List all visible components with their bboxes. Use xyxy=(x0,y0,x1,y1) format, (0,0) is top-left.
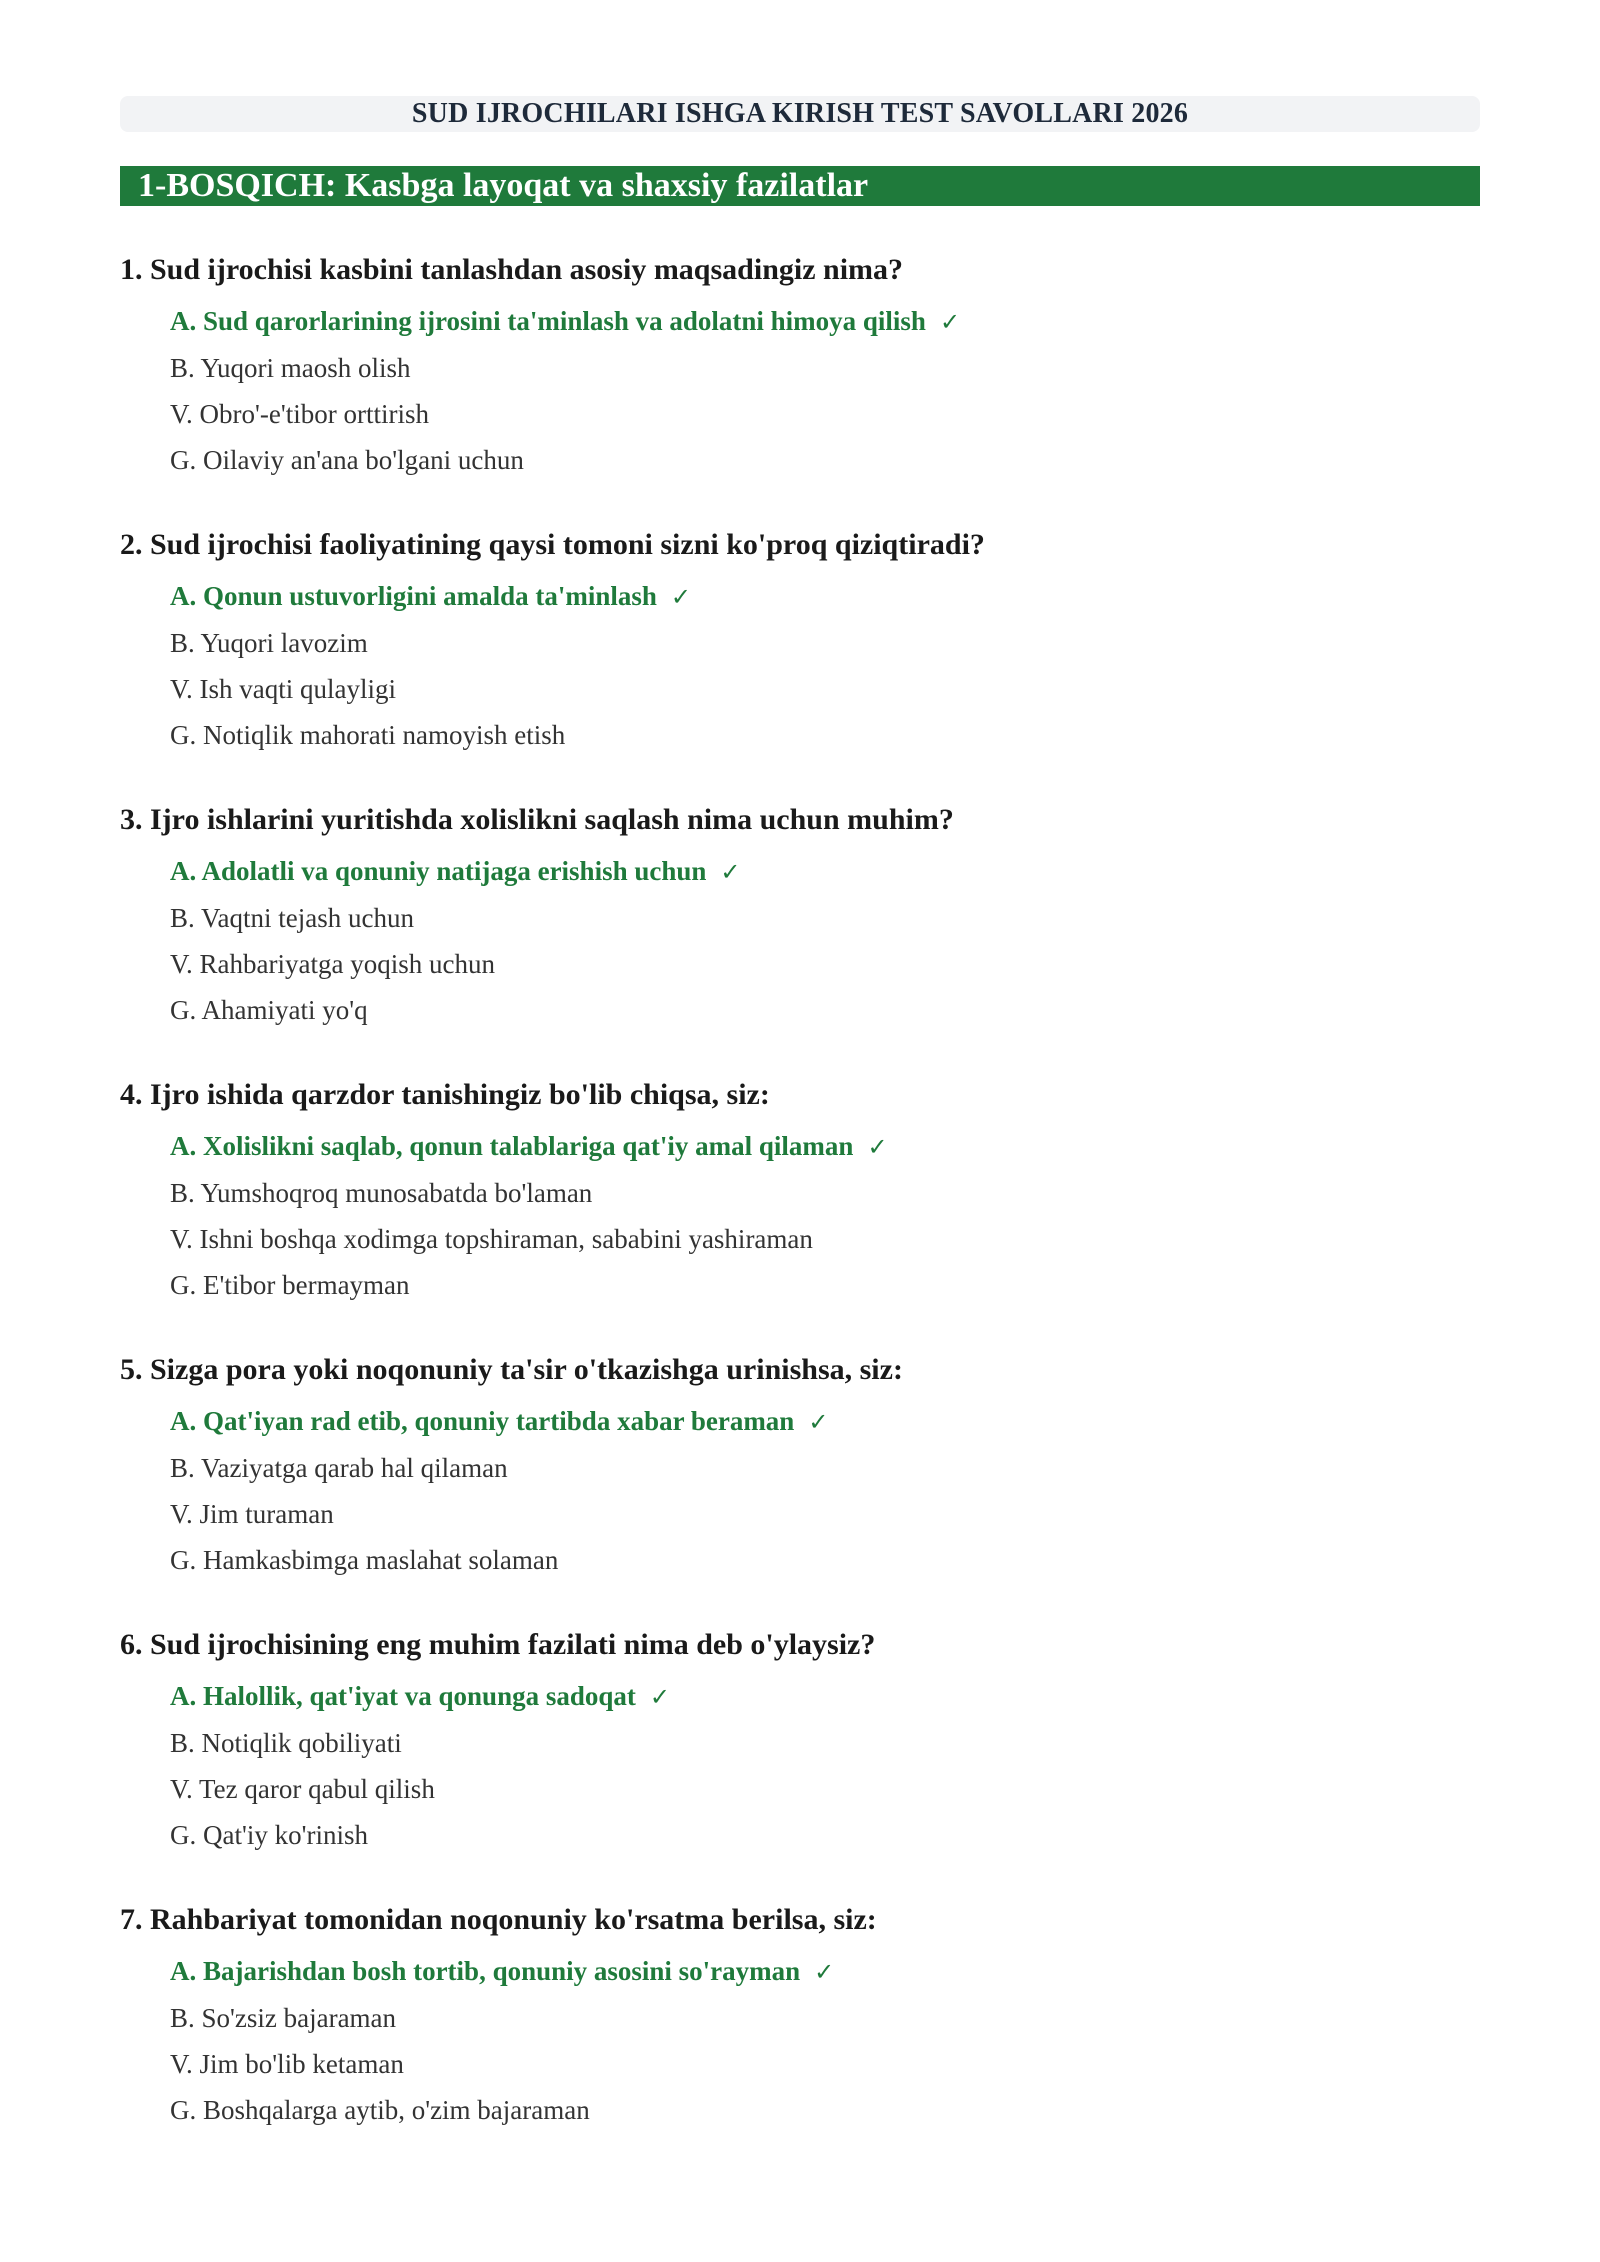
correct-answer-option xyxy=(120,848,1480,895)
correct-answer-option xyxy=(120,1948,1480,1995)
answer-option xyxy=(120,1537,1480,1583)
option-label: A. Sud qarorlarining ijrosini ta'minlash va adolatni himoya qilish xyxy=(170,306,926,336)
option-label: G. E'tibor bermayman xyxy=(170,1270,410,1300)
option-label: V. Ishni boshqa xodimga topshiraman, sababini yashiraman xyxy=(170,1224,813,1254)
answer-option xyxy=(120,391,1480,437)
question-text: 7. Rahbariyat tomonidan noqonuniy ko'rsatma berilsa, siz: xyxy=(120,1903,877,1936)
answer-option xyxy=(120,2041,1480,2087)
check-icon: ✓ xyxy=(720,858,741,886)
answer-option xyxy=(120,1170,1480,1216)
check-icon: ✓ xyxy=(939,308,961,336)
option-label: G. Boshqalarga aytib, o'zim bajaraman xyxy=(170,2095,590,2125)
correct-answer-option xyxy=(120,573,1480,620)
option-label: B. Vaziyatga qarab hal qilaman xyxy=(170,1453,508,1483)
option-label: G. Hamkasbimga maslahat solaman xyxy=(170,1545,559,1575)
question-block xyxy=(120,525,1480,758)
question-text: 2. Sud ijrochisi faoliyatining qaysi tomoni sizni ko'proq qiziqtiradi? xyxy=(120,528,985,561)
check-icon: ✓ xyxy=(649,1683,670,1711)
answer-option xyxy=(120,1995,1480,2041)
option-label: G. Oilaviy an'ana bo'lgani uchun xyxy=(170,445,524,475)
option-label: B. Yumshoqroq munosabatda bo'laman xyxy=(170,1178,593,1208)
option-label: B. So'zsiz bajaraman xyxy=(170,2003,397,2033)
correct-answer-option xyxy=(120,1398,1480,1445)
correct-answer-option xyxy=(120,1123,1480,1170)
option-label: V. Rahbariyatga yoqish uchun xyxy=(170,949,495,979)
question-text: 4. Ijro ishida qarzdor tanishingiz bo'lib chiqsa, siz: xyxy=(120,1078,770,1111)
answer-option xyxy=(120,1720,1480,1766)
answer-option xyxy=(120,1491,1480,1537)
option-label: A. Bajarishdan bosh tortib, qonuniy asosini so'rayman xyxy=(170,1956,801,1986)
answer-option xyxy=(120,345,1480,391)
question-block xyxy=(120,1900,1480,2133)
document-title: SUD IJROCHILARI ISHGA KIRISH TEST SAVOLLARI 2026 xyxy=(120,96,1480,132)
question-text: 6. Sud ijrochisining eng muhim fazilati nima deb o'ylaysiz? xyxy=(120,1628,876,1661)
question-text: 5. Sizga pora yoki noqonuniy ta'sir o'tkazishga urinishsa, siz: xyxy=(120,1353,903,1386)
question-block xyxy=(120,800,1480,1033)
answer-option xyxy=(120,1445,1480,1491)
option-label: A. Halollik, qat'iyat va qonunga sadoqat xyxy=(170,1681,636,1711)
option-label: V. Tez qaror qabul qilish xyxy=(170,1774,435,1804)
option-label: B. Yuqori maosh olish xyxy=(170,353,411,383)
answer-option xyxy=(120,987,1480,1033)
option-label: V. Obro'-e'tibor orttirish xyxy=(170,399,429,429)
option-label: B. Yuqori lavozim xyxy=(170,628,368,658)
option-label: B. Notiqlik qobiliyati xyxy=(170,1728,402,1758)
option-label: G. Qat'iy ko'rinish xyxy=(170,1820,368,1850)
option-label: V. Ish vaqti qulayligi xyxy=(170,674,396,704)
option-label: B. Vaqtni tejash uchun xyxy=(170,903,414,933)
check-icon: ✓ xyxy=(670,583,691,611)
answer-option xyxy=(120,941,1480,987)
option-label: A. Adolatli va qonuniy natijaga erishish uchun xyxy=(170,856,707,886)
option-label: G. Notiqlik mahorati namoyish etish xyxy=(170,720,566,750)
question-list xyxy=(120,250,1480,2133)
question-block xyxy=(120,1625,1480,1858)
answer-option xyxy=(120,712,1480,758)
answer-option xyxy=(120,895,1480,941)
question-block xyxy=(120,250,1480,483)
answer-option xyxy=(120,1216,1480,1262)
answer-option xyxy=(120,620,1480,666)
check-icon: ✓ xyxy=(808,1408,829,1436)
question-block xyxy=(120,1075,1480,1308)
section-banner: 1-BOSQICH: Kasbga layoqat va shaxsiy fazilatlar xyxy=(120,166,1480,206)
check-icon: ✓ xyxy=(867,1133,888,1161)
option-label: V. Jim bo'lib ketaman xyxy=(170,2049,404,2079)
answer-option xyxy=(120,666,1480,712)
question-text: 1. Sud ijrochisi kasbini tanlashdan asosiy maqsadingiz nima? xyxy=(120,253,904,286)
answer-option xyxy=(120,2087,1480,2133)
option-label: A. Qonun ustuvorligini amalda ta'minlash xyxy=(170,581,657,611)
correct-answer-option xyxy=(120,298,1480,345)
answer-option xyxy=(120,437,1480,483)
answer-option xyxy=(120,1812,1480,1858)
option-label: G. Ahamiyati yo'q xyxy=(170,995,368,1025)
option-label: A. Qat'iyan rad etib, qonuniy tartibda xabar beraman xyxy=(170,1406,795,1436)
question-block xyxy=(120,1350,1480,1583)
check-icon: ✓ xyxy=(814,1958,835,1986)
answer-option xyxy=(120,1262,1480,1308)
question-text: 3. Ijro ishlarini yuritishda xolislikni saqlash nima uchun muhim? xyxy=(120,803,954,836)
option-label: V. Jim turaman xyxy=(170,1499,334,1529)
answer-option xyxy=(120,1766,1480,1812)
option-label: A. Xolislikni saqlab, qonun talablariga qat'iy amal qilaman xyxy=(170,1131,854,1161)
correct-answer-option xyxy=(120,1673,1480,1720)
